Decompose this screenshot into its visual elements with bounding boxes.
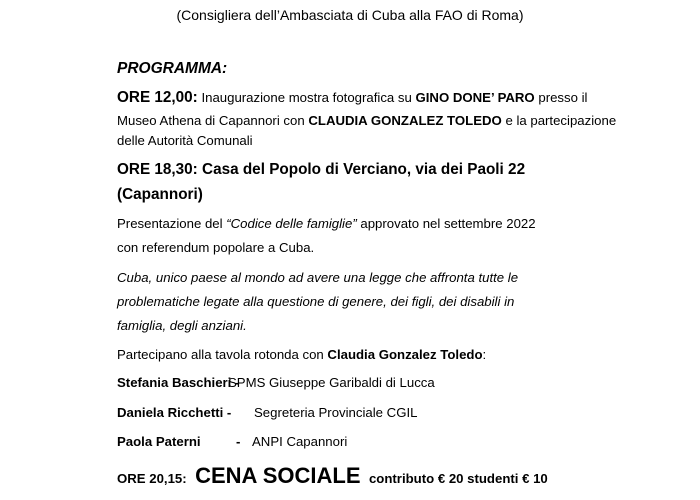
event2-italic1: Cuba, unico paese al mondo ad avere una legge che affronta tutte le xyxy=(117,270,519,285)
program-heading: PROGRAMMA: xyxy=(117,60,228,77)
speaker-dash: - xyxy=(236,434,241,449)
event1-line2-b: e la partecipazione xyxy=(501,113,617,128)
event1-name-a: GINO DONE’ PARO xyxy=(415,90,535,105)
event1-line2-a: Museo Athena di Capannori con xyxy=(117,113,309,128)
event1-time: ORE 12,00: xyxy=(117,89,198,106)
event1-line3: delle Autorità Comunali xyxy=(117,133,253,148)
speaker-name: Stefania Baschieri - xyxy=(117,375,240,390)
speaker-name: Daniela Ricchetti - xyxy=(117,405,232,420)
event1-line1 xyxy=(117,89,587,107)
event3-price: contributo € 20 studenti € 10 xyxy=(368,471,548,486)
speaker-row xyxy=(117,434,348,449)
event2-line2: (Capannori) xyxy=(117,186,203,203)
event2-desc2: con referendum popolare a Cuba. xyxy=(117,240,315,255)
speaker-org: ANPI Capannori xyxy=(252,434,348,449)
event1-name-b: CLAUDIA GONZALEZ TOLEDO xyxy=(308,113,502,128)
speaker-row xyxy=(117,405,418,420)
event2-desc1-b: approvato nel settembre 2022 xyxy=(356,216,536,231)
speaker-row xyxy=(117,375,435,390)
participants-name: Claudia Gonzalez Toledo xyxy=(327,347,483,362)
speaker-org: Segreteria Provinciale CGIL xyxy=(254,405,418,420)
event2-desc1 xyxy=(117,216,536,231)
subtitle: (Consigliera dell’Ambasciata di Cuba alla FAO di Roma) xyxy=(176,7,524,23)
event2-desc1-a: Presentazione del xyxy=(117,216,227,231)
event2-line1: ORE 18,30: Casa del Popolo di Verciano, via dei Paoli 22 xyxy=(117,161,526,178)
event2-italic3: famiglia, degli anziani. xyxy=(117,318,247,333)
speaker-org: SPMS Giuseppe Garibaldi di Lucca xyxy=(228,375,435,390)
event2-participants xyxy=(117,347,486,362)
event1-text-b: presso il xyxy=(534,90,588,105)
event3-line xyxy=(117,462,548,493)
event3-title: CENA SOCIALE xyxy=(195,463,361,488)
event1-text-a: Inaugurazione mostra fotografica su xyxy=(197,90,416,105)
participants-text-b: : xyxy=(482,347,487,362)
event1-line2 xyxy=(117,113,616,128)
event2-italic2: problematiche legate alla questione di genere, dei figli, dei disabili in xyxy=(117,294,515,309)
event3-time: ORE 20,15: xyxy=(117,471,187,486)
event2-desc1-italic: “Codice delle famiglie” xyxy=(226,216,357,231)
participants-text-a: Partecipano alla tavola rotonda con xyxy=(117,347,328,362)
speaker-name: Paola Paterni xyxy=(117,434,201,449)
